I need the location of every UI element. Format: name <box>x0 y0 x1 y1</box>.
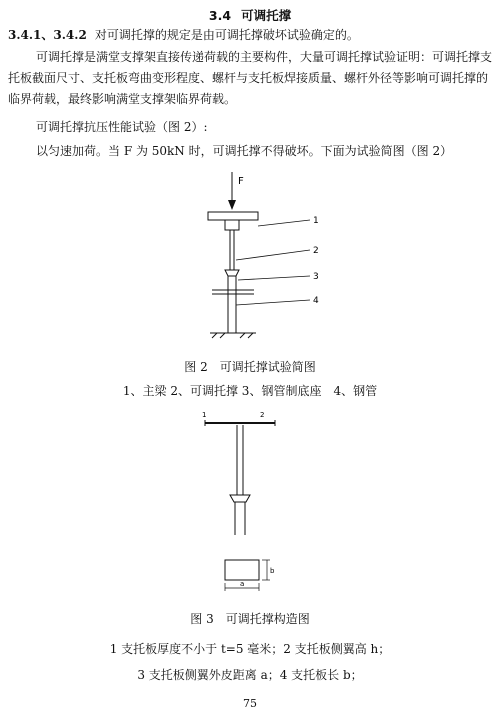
force-arrow <box>228 172 236 210</box>
figure-3-drawing <box>190 405 300 595</box>
clause-number: 3.4.1、3.4.2 <box>8 28 87 42</box>
callout-2: 2 <box>313 246 319 256</box>
figure-2-caption: 图 2 可调托撑试验简图 <box>184 360 316 374</box>
paragraph-3: 以匀速加荷。当 F 为 50kN 时，可调托撑不得破坏。下面为试验简图（图 2） <box>36 144 453 158</box>
paragraph-2: 可调托撑抗压性能试验（图 2）: <box>36 120 208 134</box>
section-title: 可调托撑 <box>241 8 292 23</box>
clause-line <box>8 25 492 46</box>
figure-3-caption: 图 3 可调托撑构造图 <box>190 612 310 626</box>
callout-1: 1 <box>313 216 319 226</box>
support-head <box>225 220 239 230</box>
adjust-nut <box>225 270 239 276</box>
ground-hatch <box>210 333 256 338</box>
top-label-1: 1 <box>202 411 207 419</box>
note-line-2: 3 支托板侧翼外皮距离 a；4 支托板长 b； <box>137 668 363 682</box>
page-number: 75 <box>243 697 257 710</box>
leader-lines <box>236 220 310 305</box>
dimension-b-label: b <box>270 567 275 575</box>
callout-4: 4 <box>313 296 319 306</box>
callout-3: 3 <box>313 272 319 282</box>
force-label: F <box>238 176 244 187</box>
section-heading <box>0 6 500 24</box>
adjust-nut-3 <box>230 495 250 502</box>
clause-text: 对可调托撑的规定是由可调托撑破坏试验确定的。 <box>94 28 359 42</box>
figure-2-legend: 1、主梁 2、可调托撑 3、钢管制底座 4、钢管 <box>122 384 378 398</box>
plan-view-plate <box>225 560 259 580</box>
paragraph-1: 可调托撑是满堂支撑架直接传递荷载的主要构件，大量可调托撑试验证明：可调托撑支托板截面尺寸、支托板弯曲变形程度、螺杆与支托板焊接质量、螺杆外径等影响可调托撑的临界荷载，最终影响满堂支撑架临界荷载。 <box>8 50 493 106</box>
dimension-a-label: a <box>240 580 245 588</box>
figure-2-drawing <box>180 170 330 345</box>
section-number: 3.4 <box>208 8 232 23</box>
top-label-2: 2 <box>260 411 265 419</box>
note-line-1: 1 支托板厚度不小于 t=5 毫米；2 支托板侧翼高 h； <box>109 642 391 656</box>
main-beam <box>208 212 258 220</box>
